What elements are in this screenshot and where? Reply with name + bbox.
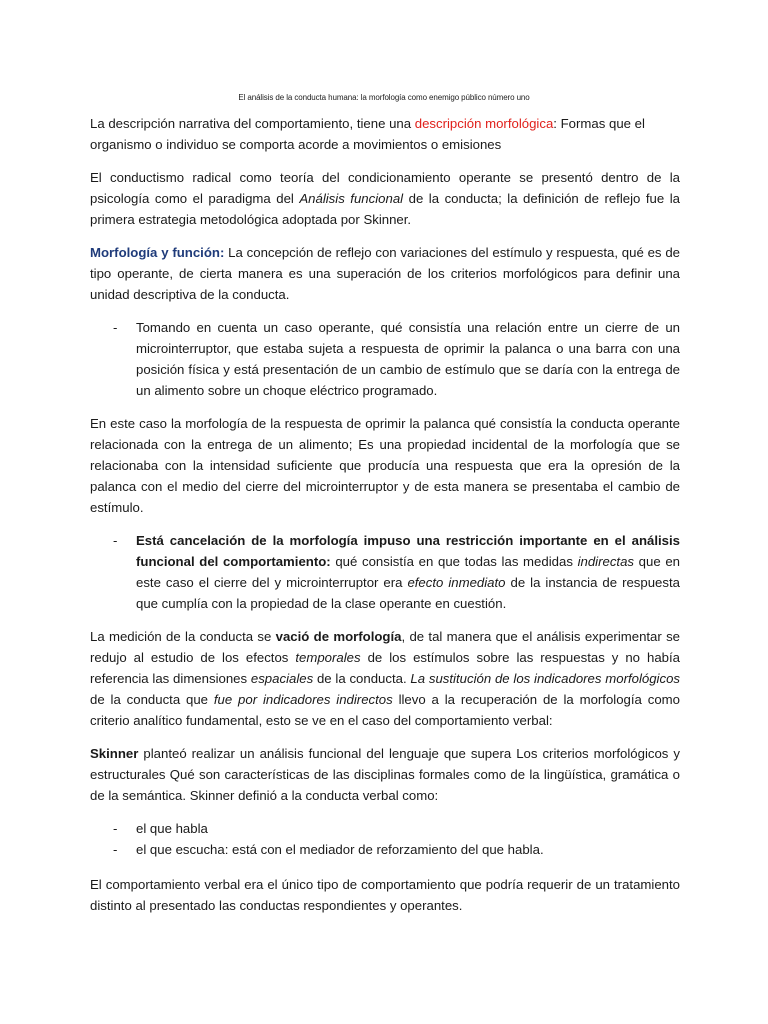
- document-body: [90, 113, 680, 916]
- paragraph-conductismo: [90, 167, 680, 230]
- caso-text: En este caso la morfología de la respuesta de oprimir la palanca qué consistía la conducta operante relacionada con la entrega de un alimento; Es una propiedad incidental de la morfología que se relacionaba con la intensidad suficiente que producía una respuesta que era la opresión de la palanca con el medio del cierre del microinterruptor y de esta manera se presentaba el cambio de estímulo.: [90, 416, 680, 515]
- bullet-italic-2: efecto inmediato: [407, 575, 506, 590]
- paragraph-medicion: [90, 626, 680, 731]
- paragraph-verbal: [90, 874, 680, 916]
- medicion-bold: vació de morfología: [275, 629, 402, 644]
- bullet-text-b: que en este caso el cierre del y microinterruptor era: [136, 554, 680, 590]
- medicion-text-a: La medición de la conducta se: [90, 629, 276, 644]
- bullet-list-3: [90, 818, 680, 860]
- bullet-list-2: [90, 530, 680, 614]
- highlight-term: descripción morfológica: [414, 116, 554, 131]
- medicion-italic-3: La sustitución de los indicadores morfológicos: [410, 671, 681, 686]
- medicion-italic-1: temporales: [295, 650, 361, 665]
- bullet-item: - Tomando en cuenta un caso operante, qué consistía una relación entre un cierre de un microinterruptor, que estaba sujeta a respuesta de oprimir la palanca o una barra con una posición física y está presentación de un cambio de estímulo que se daría con la entrega de un alimento sobre un choque eléctrico programado.: [90, 317, 680, 401]
- conductismo-text-a: El conductismo radical como teoría del condicionamiento operante se presentó dentro de la psicología como el paradigma del: [90, 170, 680, 206]
- paragraph-caso: [90, 413, 680, 518]
- medicion-text-c: de los estímulos sobre las respuestas y no había referencia las dimensiones: [90, 650, 680, 686]
- skinner-text: planteó realizar un análisis funcional del lenguaje que supera Los criterios morfológicos y estructurales Qué son características de las disciplinas formales como de la lingüística, gramática o de la semántica. Skinner definió a la conducta verbal como:: [90, 746, 680, 803]
- list-item: - el que habla: [90, 818, 680, 839]
- bullet-item: [90, 530, 680, 614]
- verbal-text: El comportamiento verbal era el único tipo de comportamiento que podría requerir de un tratamiento distinto al presentado las conductas respondientes y operantes.: [90, 877, 680, 913]
- skinner-bold: Skinner: [90, 746, 139, 761]
- section-heading: Morfología y función:: [90, 245, 225, 260]
- medicion-text-b: , de tal manera que el análisis experimentar se redujo al estudio de los efectos: [90, 629, 681, 665]
- intro-text-b: : Formas que el organismo o individuo se comporta acorde a movimientos o emisiones: [90, 116, 645, 152]
- paragraph-skinner: [90, 743, 680, 806]
- conductismo-italic: Análisis funcional: [299, 191, 404, 206]
- medicion-italic-2: espaciales: [250, 671, 314, 686]
- conductismo-text-b: de la conducta; la definición de reflejo fue la primera estrategia metodológica adoptada por Skinner.: [90, 191, 680, 227]
- page-header: El análisis de la conducta humana: la morfología como enemigo público número uno: [238, 93, 530, 102]
- paragraph-intro: [90, 113, 680, 155]
- medicion-text-e: de la conducta que: [90, 692, 214, 707]
- intro-text-a: La descripción narrativa del comportamiento, tiene una: [90, 116, 415, 131]
- bullet-text-c: de la instancia de respuesta que cumplía con la propiedad de la clase operante en cuestión.: [136, 575, 680, 611]
- morfologia-text: La concepción de reflejo con variaciones del estímulo y respuesta, qué es de tipo operante, de cierta manera es una superación de los criterios morfológicos para definir una unidad descriptiva de la conducta.: [90, 245, 681, 302]
- medicion-italic-4: fue por indicadores indirectos: [213, 692, 393, 707]
- paragraph-morfologia-funcion: [90, 242, 680, 305]
- bullet-bold: Está cancelación de la morfología impuso una restricción importante en el análisis funcional del comportamiento:: [136, 533, 680, 569]
- list-item: - el que escucha: está con el mediador de reforzamiento del que habla.: [90, 839, 680, 860]
- medicion-text-d: de la conducta.: [313, 671, 411, 686]
- bullet-text-a: qué consistía en que todas las medidas: [330, 554, 578, 569]
- bullet-list-1: [90, 317, 680, 401]
- medicion-text-f: llevo a la recuperación de la morfología como criterio analítico fundamental, esto se ve en el caso del comportamiento verbal:: [90, 692, 680, 728]
- bullet-italic-1: indirectas: [577, 554, 635, 569]
